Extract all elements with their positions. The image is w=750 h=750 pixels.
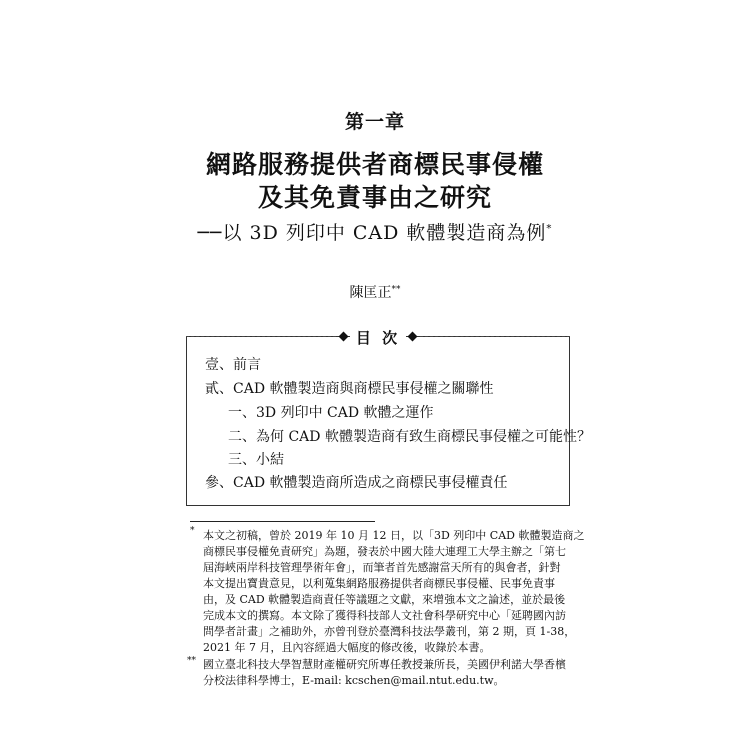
footnote-line: 完成本文的撰寫。本文除了獲得科技部人文社會科學研究中心「延聘國內訪 [203,609,566,622]
footnote-line: 分校法律科學博士，E-mail: kcschen@mail.ntut.edu.tw。 [203,674,505,687]
footnote-line: 由，及 CAD 軟體製造商責任等議題之文獻，來增強本文之論述，並於最後 [203,593,566,606]
footnote-line: 問學者計畫」之補助外，亦曾刊登於臺灣科技法學叢刊，第 2 期，頁 1-38， [203,625,576,638]
toc-item[interactable]: 三、小結 [228,452,284,468]
toc-title [186,327,570,348]
toc-header [186,327,570,347]
subtitle-text: ──以 3D 列印中 CAD 軟體製造商為例 [197,222,547,244]
toc-item[interactable]: 參、CAD 軟體製造商所造成之商標民事侵權責任 [205,475,508,491]
title-line-1: 網路服務提供者商標民事侵權 [205,150,544,179]
footnote-mark: ** [187,656,196,666]
footnote-line: 國立臺北科技大學智慧財產權研究所專任教授兼所長，美國伊利諾大學香檳 [203,658,566,671]
footnote-line: 本文之初稿，曾於 2019 年 10 月 12 日，以「3D 列印中 CAD 軟體製造商之 [203,529,585,542]
subtitle-footnote-mark: * [546,223,553,235]
toc-title-text: 目 次 [350,329,406,347]
footnote-line: 商標民事侵權免責研究」為題，發表於中國大陸大連理工大學主辦之「第七 [203,545,566,558]
footnote-line: 屆海峽兩岸科技管理學術年會」，而筆者首先感謝當天所有的與會者，針對 [203,561,561,574]
toc-header-rule-right [420,336,570,337]
toc-item[interactable]: 壹、前言 [205,357,261,373]
footnote-1 [203,528,584,656]
author-name: 陳匡正 [349,285,392,301]
toc-item[interactable]: 二、為何 CAD 軟體製造商有致生商標民事侵權之可能性？ [228,429,591,445]
author-footnote-mark: ** [391,284,401,295]
toc-item[interactable]: 一、3D 列印中 CAD 軟體之運作 [228,405,434,421]
footnote-2 [203,657,566,689]
footnote-line: 2021 年 7 月，且內容經過大幅度的修改後，收錄於本書。 [203,641,491,654]
toc-item[interactable]: 貳、CAD 軟體製造商與商標民事侵權之關聯性 [205,381,494,397]
footnote-mark: * [190,526,195,536]
subtitle [0,218,750,245]
author [0,282,750,302]
footnote-line: 本文提出寶貴意見，以利蒐集網路服務提供者商標民事侵權、民事免責事 [203,577,555,590]
chapter-heading: 第一章 [344,111,405,133]
footnote-rule [190,521,375,522]
title-line-2: 及其免責事由之研究 [257,183,492,212]
